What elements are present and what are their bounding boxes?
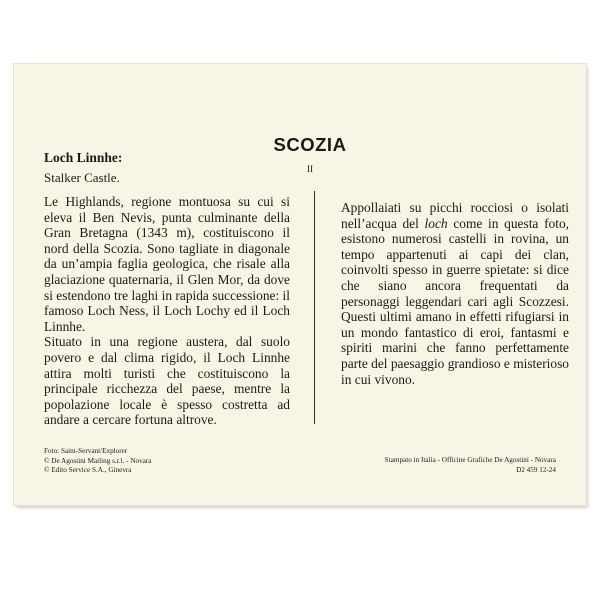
card-numeral: II	[306, 165, 314, 175]
credit-line: © Edito Service S.A., Ginevra	[44, 466, 132, 475]
right-text-start: Appollaiati su picchi rocciosi o isolati nell’acqua del	[341, 200, 569, 231]
left-paragraph-2: Situato in una regione austera, dal suolo povero e dal clima rigido, il Loch Linnhe attira molti turisti che costituiscono la principale ricchezza del paese, mentre la popolazione locale è spesso costretta ad andare a cercare fortuna altrove.	[44, 334, 290, 428]
right-text-italic: loch	[424, 215, 448, 231]
credit-line: © De Agostini Mailing s.r.l. - Novara	[44, 456, 152, 465]
credit-line: Foto: Saint-Servant/Explorer	[44, 447, 128, 455]
location-heading: Loch Linnhe:	[44, 150, 123, 165]
printer-line: Stampato in Italia - Officine Grafiche De Agostini - Novara	[384, 456, 556, 464]
left-paragraph-1: Le Highlands, regione montuosa su cui si eleva il Ben Nevis, punta culminante della Gran Bretagna (1343 m), costituiscono il nord della Scozia. Sono tagliate in diagonale da un’ampia faglia geologica, che risale alla glaciazione quaternaria, il Glen Mor, da dove si estendono tre laghi in rapida successione: il famoso Loch Ness, il Loch Lochy ed il Loch Linnhe.	[44, 194, 290, 334]
right-paragraph	[341, 200, 569, 387]
location-subheading: Stalker Castle.	[44, 170, 120, 185]
postcard-back	[14, 64, 586, 505]
column-divider	[314, 191, 315, 424]
left-column	[44, 194, 290, 428]
photo-credits	[44, 447, 151, 476]
right-text-end: come in questa foto, esistono numerosi castelli in rovina, un tempo appartenuti ai capi dei clan, coinvolti spesso in guerre spietate: si dice che siano ancora frequentati da personaggi leggendari cari agli Scozzesi. Questi ultimi amano in effetti rifugiarsi in un mondo fantastico di eroi, fantasmi e spiriti marini che fanno perfettamente parte del paesaggio grandioso e misterioso in cui vivono.	[341, 215, 569, 387]
card-title: SCOZIA	[273, 134, 347, 155]
product-code: D2 459 12-24	[516, 465, 556, 474]
printer-info	[385, 456, 556, 475]
right-column	[341, 200, 569, 387]
